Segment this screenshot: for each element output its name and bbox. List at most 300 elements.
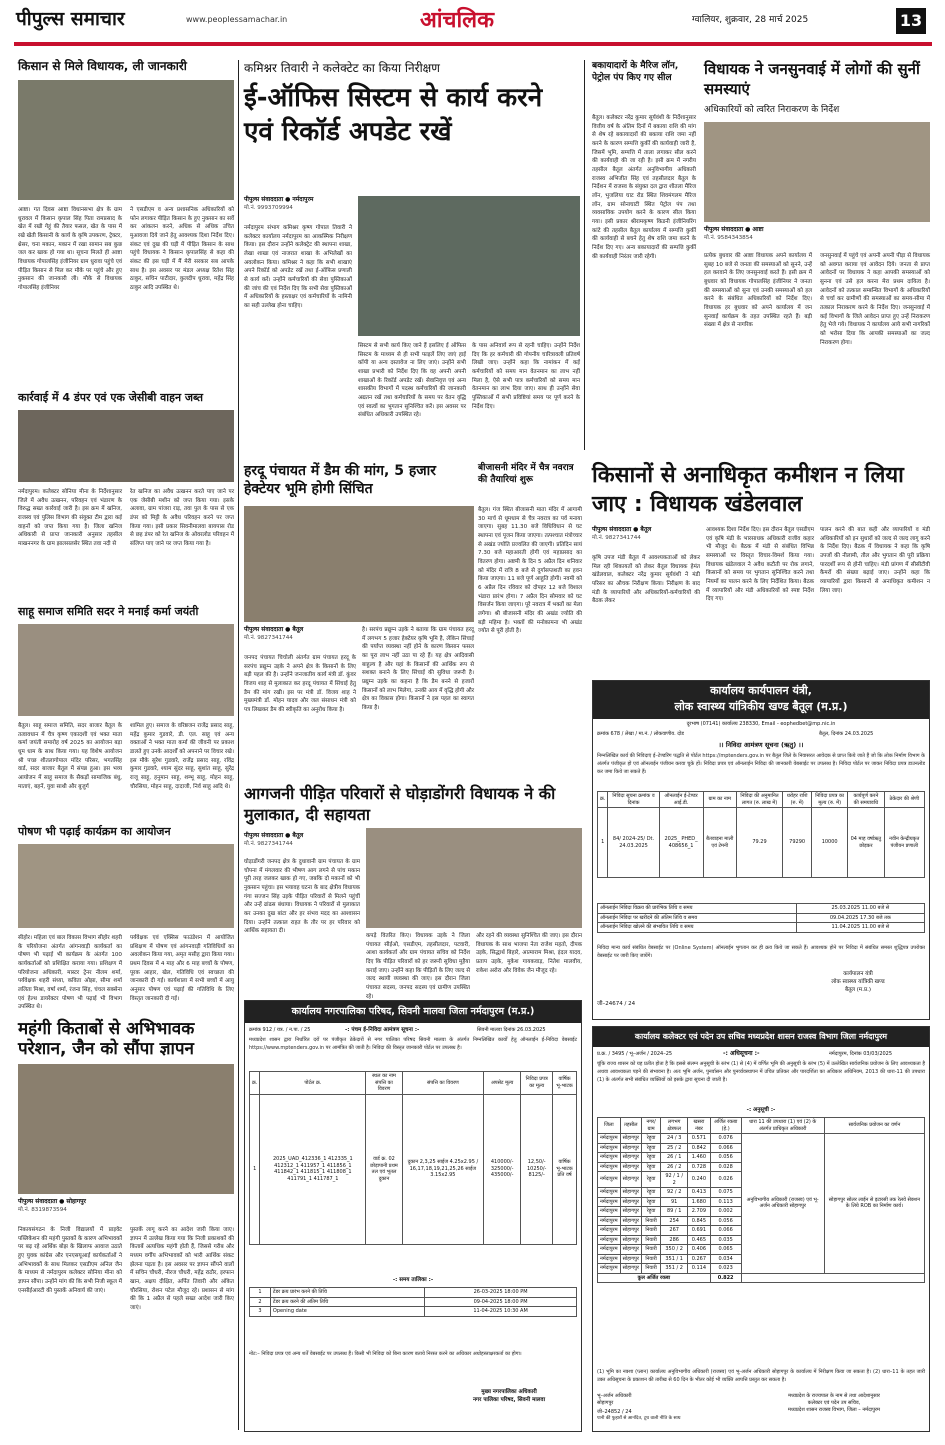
story-headline: विधायक ने जनसुनवाई में लोगों की सुनीं समस्याएं (704, 60, 920, 98)
table-cell: निवारी (641, 1235, 660, 1245)
byline (704, 226, 930, 250)
table-cell: 1 (250, 1288, 271, 1298)
story-headline: किसानों से अनाधिकृत कमीशन न लिया जाए : विधायक खंडेलवाल (592, 463, 904, 517)
table-header-cell: नगर/ग्राम (641, 1118, 660, 1134)
section-title: आंचलिक (420, 8, 494, 33)
table-row (250, 1288, 577, 1298)
table-cell: 0.056 (710, 1153, 741, 1163)
table-cell: रेहुवा (641, 1207, 660, 1217)
table-row (250, 1307, 577, 1317)
table-cell: 0.026 (710, 1172, 741, 1188)
table-header-cell: तहसील (620, 1118, 641, 1134)
table-cell: 0.023 (710, 1264, 741, 1274)
table-cell: नर्मदापुरम (598, 1235, 621, 1245)
table-cell: नर्मदापुरम (598, 1188, 621, 1198)
table-cell: नर्मदापुरम (598, 1254, 621, 1264)
table-cell: 0.728 (688, 1162, 711, 1172)
dates-table (597, 903, 925, 933)
story-body-col1: सीहोर। महिला एवं बाल विकास विभाग सीहोर शहरी के परियोजना अंतर्गत आंगनवाड़ी कार्यकर्ता का पोषण भी पढ़ाई भी कार्यक्रम के अंतर्गत 100 कार्यकर्ताओं को प्रशिक्षित कराया गया। प्रशिक्षण में परियोजना अधिकारी, मास्टर ट्रेनर नीलम शर्मा, पर्यवेक्षक शहरी संध्या, कविता ओझा, सीमा शर्मा ललिता मिश्रा, वर्षा शर्मा, रंजना सिंह, चंचल सक्सेना एवं हेल्थ डायरेक्टर पोषण भी पढ़ाई भी विभाग उपस्थित थे। (18, 935, 122, 1011)
table-header-cell: अर्जित रकबा (हे.) (710, 1118, 741, 1134)
table-cell: 0.465 (688, 1235, 711, 1245)
table-cell: 0.413 (688, 1188, 711, 1198)
table-header-cell: सार्वजनिक प्रयोजन का वर्णन (824, 1118, 924, 1134)
page-number: 13 (896, 8, 926, 34)
byline-place: आष्टा (752, 226, 764, 233)
byline (592, 526, 700, 550)
byline-place: बैतूल (292, 626, 304, 633)
table-cell: दुकान 2,3,25 साईज 4.25x2.95 / 16,17,18,19,21,25,26 साईज 3.15x2.95 (402, 1094, 483, 1244)
byline (18, 1198, 234, 1222)
byline-separator: ● (59, 1198, 67, 1205)
table-header-row (598, 1118, 925, 1134)
story-headline: बकायादारों के मैरिज लॉन, पेट्रोल पंप किए गए सील (592, 61, 679, 84)
ad-subtitle: लोक स्वास्थ्य यांत्रिकीय खण्ड बैतूल (म.प्र.) (674, 699, 848, 713)
ad-contact: दूरभाष (07141) कार्यालय 238330, Email - eophedbet@mp.nic.in (686, 721, 836, 727)
story-photo (18, 410, 234, 482)
story-nutrition-program (18, 826, 234, 1016)
table-cell: 286 (661, 1235, 688, 1245)
table-cell: 04 माह वर्षाऋतु छोड़कर (848, 808, 884, 878)
tender-table (597, 791, 925, 878)
story-photo (366, 828, 582, 928)
story-body-col2: पर्यवेक्षक एवं एक्सिस फाउंडेशन में आयोजित प्रशिक्षण में पोषण एवं आंगनवाड़ी गतिविधियों का अवलोकन किया गया, अमृत मसीह द्वारा किया गया। प्रथम दिवस में 4 माह और 6 माह बच्चों के पोषण, पूरक आहार, खेल, गतिविधि एवं स्वच्छता की जानकारी दी गई। कार्यशाला में सभी बच्चों में आयु अनुसार पोषण एवं पढ़ाई की गतिविधि के लिए विस्तृत जानकारी दी गई। (130, 935, 234, 1002)
table-cell: नर्मदापुरम (598, 1134, 621, 1144)
story-photo (18, 80, 234, 200)
ad-ref: क्रमांक 912 / यत्र. / न.पा. / 25 (249, 1027, 311, 1033)
table-cell: नर्मदापुरम (598, 1143, 621, 1153)
table-cell: सोहागपुर (620, 1245, 641, 1255)
ad-notice: -: अधिसूचना :- (723, 1050, 760, 1057)
table-cell: 410000/- 325000/- 435000/- (484, 1094, 521, 1244)
story-body-col2: है। सरपंच प्रद्युम्न उइके ने बताया कि ग्राम पंचायत हरदू में लगभग 5 हजार हेक्टेयर कृषि भूमि है, लेकिन सिंचाई की पर्याप्त व्यवस्था नहीं होने के कारण किसान फसल का पूरा लाभ नहीं उठा पा रहे हैं। यह क्षेत्र आदिवासी बाहुल्य है और यहां के किसानों की आर्थिक रूप से सशक्त बनाने के लिए सिंचाई की सुविधा जरूरी है। प्रद्युम्न उइके का कहना है कि डैम बनने से हजारों किसानों को लाभ मिलेगा, उनकी आय में वृद्धि होगी और क्षेत्र का विकास होगा। किसानों ने इस पहल का स्वागत किया है। (362, 627, 474, 711)
story-photo (704, 122, 930, 222)
table-cell: नर्मदापुरम (598, 1216, 621, 1226)
table-cell: 79.29 (736, 808, 782, 878)
table-cell: निवारी (641, 1264, 660, 1274)
byline (244, 626, 356, 650)
story-body-col1: निकायसंगठन के निजी विद्यालयों में प्राइवेट पब्लिकेशन की महंगी पुस्तकों के कारण अभिभावकों पर बढ़ रहे आर्थिक बोझ के खिलाफ आवाज उठाते हुए युवक कांग्रेस और एनएसयूआई कार्यकर्ताओं ने अभिभावकों के साथ मिलकर एसडीएम अनिल जैन के माध्यम से नर्मदापुरम कलेक्टर सोनिया मीना को ज्ञापन सौंपा। उन्होंने मांग की कि सभी निजी स्कूल में एनसीईआरटी की पुस्तकें अनिवार्य की जाएं। (18, 1227, 122, 1294)
story-subhead: अधिकारियों को त्वरित निराकरण के निर्देश (704, 105, 840, 115)
table-cell: 2.709 (688, 1207, 711, 1217)
byline-author: पीपुल्स संवाददाता (704, 226, 744, 233)
table-cell: 0.571 (688, 1134, 711, 1144)
table-cell: 351 / 1 (661, 1254, 688, 1264)
table-header-cell: धरोहर राशि (रु. में) (783, 792, 812, 808)
table-cell: 11.04.2025 11.00 बजे से (796, 923, 924, 933)
story-body-col1: घोड़ाडोंगरी जनपद क्षेत्र के दुधावानी ग्राम पंचायत के ग्राम चोपना में मंगलवार की भीषण आग लगने से पांच मकान पूरी तरह जलकर खाक हो गए, जबकि दो मकानों को भी नुकसान पहुंचा। इस भयावह घटना के बाद क्षेत्रीय विधायक गंगा सज्जन सिंह उइके पीड़ित परिवारों से मिलने पहुंचीं और उन्हें ढांढस बंधाया। विधायक ने परिवारों से मुलाकात कर उनका दुख बांटा और हर संभव मदद का आश्वासन दिया। उन्होंने तत्काल राहत के तौर पर हर परिवार को आर्थिक सहायता दी। (244, 859, 360, 935)
table-cell: 254 (661, 1216, 688, 1226)
table-cell: ऑनलाईन निविदा विक्रय की प्रारंभिक तिथि व समय (598, 904, 797, 914)
table-cell: 0.114 (688, 1264, 711, 1274)
story-body-col2: पुस्तकें लागू करने का आदेश जारी किया जाए। ज्ञापन में उल्लेख किया गया कि निजी प्रकाशकों की किताबें अत्यधिक महंगी होती हैं, जिससे गरीब और मध्यम वर्गीय अभिभावकों को भारी आर्थिक संकट झेलना पड़ता है। इस अवसर पर ज्ञापन सौंपने वालों में सचिन चौधरी, नीरज चौधरी, महेंद्र राठौर, इरफान खान, अक्षय दीक्षित, अर्पित तिवारी और अंकित चौरसिया, रोशन पटेल मौजूद रहे। प्रशासन से मांग की कि 1 अप्रैल से पहले सख्त आदेश जारी किए जाएं। (130, 1227, 234, 1311)
table-cell: 1 (598, 808, 608, 878)
table-cell: ऑनलाईन निविदा खोलने की संभावित तिथि व समय (598, 923, 797, 933)
story-dam-demand (244, 462, 474, 780)
story-commissioner-inspection (244, 60, 580, 450)
table-header-cell: अपसेट मूल्य (484, 1072, 521, 1095)
ad-ref: क्रमांक 678 / लेखा / मा.नं. / लोकवाणीय. दोड (597, 731, 684, 737)
table-cell: नर्मदापुरम (598, 1264, 621, 1274)
table-cell: 1.680 (688, 1197, 711, 1207)
table-cell: 09-04-2025 18:00 PM (425, 1297, 577, 1307)
table-row (598, 923, 925, 933)
table-header-cell: धारा 11 की उपधारा (1) एवं (2) के अंतर्गत प्राधिकृत अधिकारी (741, 1118, 824, 1134)
table-header-cell: जिला (598, 1118, 621, 1134)
story-body-col3: पालन करने की बात कही और व्यापारियों व मंडी अधिकारियों को इन सुधारों को जल्द से जल्द लागू करने के निर्देश दिए। बैठक में विधायक ने कहा कि कृषि उपजों की नीलामी, तौल और भुगतान की पूरी प्रक्रिया पारदर्शी रूप से होनी चाहिए। मंडी प्रांगण में सीसीटीवी कैमरों की संख्या बढ़ाई जाए। उन्होंने कहा कि व्यापारियों द्वारा किसानों से अनाधिकृत कमीशन न लिया जाए। (820, 527, 931, 594)
byline-separator: ● (633, 526, 641, 533)
table-cell: सोहागपुर (620, 1235, 641, 1245)
table-header-cell: क्र. (250, 1072, 260, 1095)
masthead (0, 0, 945, 42)
table-cell: 11-04-2025 10:30 AM (425, 1307, 577, 1317)
table-cell: निवारी (641, 1226, 660, 1236)
table-header-cell: लगभग क्षेत्रफल (661, 1118, 688, 1134)
sign-line: मध्यप्रदेश शासन राजस्व विभाग, जिला – नर्मदापुरम (788, 1407, 880, 1414)
table-cell: 24 / 3 (661, 1134, 688, 1144)
table-cell: निवारी (641, 1254, 660, 1264)
ad-notice-title: ।। निविदा आमंत्रण सूचना (ऋतु) ।। (718, 741, 804, 749)
story-body: बैतूल। गंज स्थित बीजासनी माता मंदिर में आगामी 30 मार्च से धूमधाम से चैत्र नवरात्र का पर्व मनाया जाएगा। सुबह 11.30 बजे विधिविधान से घट स्थापना एवं पूजन किया जाएगा। तत्पश्चात मंत्रोच्चार से अखंड ज्योति प्रज्वलित की जाएगी। प्रतिदिन सायं 7.30 बजे महाआरती होगी एवं महाप्रसाद का वितरण होगा। अष्टमी के दिन 5 अप्रैल दिन शनिवार को मंदिर में रात्रि 8 बजे से दुर्गासप्तशती का हवन किया जाएगा। 11 बजे पूर्ण आहुति होगी। नवमी को 6 अप्रैल दिन रविवार को दोपहर 12 बजे विशाल भंडारा प्रारंभ होगा। 7 अप्रैल दिन सोमवार को घट विसर्जन किया जाएगा। पूरे नवरात्र में भक्तों का मेला लगेगा। श्री बीजासनी मंदिर की अखंड ज्योति की बड़ी महिमा है। भक्तों की मनोकामना भी अखंड ज्योत से पूरी होती है। (478, 507, 582, 635)
table-cell: 26 / 2 (661, 1162, 688, 1172)
byline (244, 832, 360, 856)
table-cell: नर्मदापुरम (598, 1153, 621, 1163)
byline-mobile: मो.नं. 9827341744 (244, 634, 293, 641)
story-body-col1: नर्मदापुरम संभाग कमिश्नर कृष्ण गोपाल तिवारी ने कलेक्टर कार्यालय नर्मदापुरम का आकस्मिक निरीक्षण किया। इस दौरान उन्होंने कलेक्ट्रेट की स्थापना शाखा, लेखा शाखा एवं नाजरात शाखा के अभिलेखों का अवलोकन किया। कमिश्नर ने कहा कि सभी शाखाएं अपने रिकॉर्ड को अपडेट रखें तथा ई-ऑफिस प्रणाली से कार्य करें। उन्होंने कर्मचारियों की सेवा पुस्तिकाओं की जांच की एवं निर्देश दिए कि सभी सेवा पुस्तिकाओं में अधिकारियों के हस्ताक्षर एवं कर्मचारियों के नामिनी का सही उल्लेख होना चाहिए। (244, 225, 352, 309)
table-cell: सोहागपुर (620, 1188, 641, 1198)
table-row (598, 808, 925, 878)
table-cell: 0.028 (710, 1162, 741, 1172)
table-cell: 26-03-2025 18:00 PM (425, 1288, 577, 1298)
table-cell: 351 / 2 (661, 1264, 688, 1274)
ad-notes: (1) भूमि का नक्शा (प्लान) कार्यालय अनुविभागीय अधिकारी (राजस्व) एवं भू-अर्जन अधिकारी सोहागपुर के कार्यालय में निरीक्षण किया जा सकता है। (2) धारा–11 के तहत जारी उक्त अधिसूचना के प्रकाशन की तारीख से 60 दिन के भीतर कोई भी व्यक्ति आपत्ति प्रस्तुत कर सकता है। (597, 1369, 925, 1383)
story-fire-victims (244, 784, 582, 1000)
table-cell: 0.002 (710, 1207, 741, 1217)
table-cell: 09.04.2025 17.30 बजे तक (796, 913, 924, 923)
table-cell: 0.075 (710, 1188, 741, 1198)
ad-table (249, 1071, 577, 1271)
masthead-logo: पीपुल्स समाचार (16, 8, 125, 30)
story-headline: साहू समाज समिति सदर ने मनाई कर्मा जयंती (18, 605, 199, 618)
story-kicker: कमिश्नर तिवारी ने कलेक्टेट का किया निरीक्षण (244, 61, 440, 75)
story-navratri-prep (478, 462, 582, 780)
table-row (250, 1094, 577, 1244)
ad-phed-tender (592, 680, 930, 1020)
table-cell: सोहागपुर (620, 1264, 641, 1274)
table-cell: 0.267 (688, 1254, 711, 1264)
table-cell: सोहागपुर (620, 1226, 641, 1236)
table-cell: सोहागपुर (620, 1172, 641, 1188)
ad-note: नोट:– निविदा प्रपत्र एवं अन्य शर्तें वेबसाईट पर उपलब्ध हैं। किसी भी निविदा को बिना कारण बताये निरस्त करने का अधिकार अधोहस्ताक्षरकर्ता का होगा। (249, 1351, 522, 1357)
ad-slogan: पानी की फुहारों से आनंदित, टूथ वाली नीति के साथ (597, 1416, 681, 1422)
table-cell: नर्मदापुरम (598, 1245, 621, 1255)
ad-header: कार्यालय कलेक्टर एवं पदेन उप सचिव मध्यप्रदेश शासन राजस्व विभाग जिला नर्मदापुरम (593, 1027, 929, 1047)
story-sealed-properties (592, 60, 696, 450)
byline-author: पीपुल्स संवाददाता (244, 626, 284, 633)
table-cell: 2 (250, 1297, 271, 1307)
story-body-col1: जनपद पंचायत चिचोली अंतर्गत ग्राम पंचायत हरदू के सरपंच प्रद्युम्न उइके ने अपने क्षेत्र के किसानों के लिए बड़ी पहल की है। उन्होंने जनजातीय कार्य मंत्री डॉ. कुंवर विजय शाह से मुलाकात कर हरदू पंचायत में सिंचाई हेतु डैम की मांग रखी। इस पर मंत्री डॉ. विजय शाह ने मुख्यमंत्री डॉ. मोहन यादव और जल संसाधन मंत्री को पत्र लिखकर डैम की स्वीकृति का अनुरोध किया है। (244, 655, 356, 713)
byline-mobile: मो.नं. 9993709994 (244, 204, 293, 211)
story-headline: आगजनी पीड़ित परिवारों से घोड़ाडोंगरी विधायक ने की मुलाकात, दी सहायता (244, 784, 556, 824)
story-body-col2: आवश्यक दिशा निर्देश दिए। इस दौरान बैतूल एसडीएम एवं कृषि मंडी के भारसाधक अधिकारी राजीव कहार भी मौजूद थे। बैठक में मंडी से संबंधित विभिन्न समस्याओं पर विस्तृत विचार-विमर्श किया गया। विधायक खंडेलवाल ने अवैध कटौती पर रोक लगाने, किसानों को समय पर भुगतान सुनिश्चित करने तथा नियमों का पालन करने के लिए निर्देशित किया। बैठक में व्यापारियों और मंडी अधिकारियों को स्पष्ट निर्देश दिए गए। (706, 527, 814, 603)
story-body-col2: कपड़े वितरित किए। विधायक उइके ने जिला पंचायत सीईओ, एसडीएम, तहसीलदार, पटवारी, आशा कार्यकर्ता और ग्राम पंचायत सचिव को निर्देश दिए कि पीड़ित परिवारों को हर जरूरी सुविधा मुहैया कराई जाए। उन्होंने कहा कि पीड़ितों के लिए जल्द से जल्द स्थायी व्यवस्था की जाए। इस दौरान जिला पंचायत सदस्य, जनपद सदस्य एवं ग्रामीण उपस्थित रहे। (366, 933, 470, 1000)
byline-mobile: मो.नं. 9827341744 (244, 840, 293, 847)
story-headline: ई-ऑफिस सिस्टम से कार्य करने एवं रिकॉर्ड अपडेट रखें (244, 83, 543, 147)
ad-notice: -: पंचम ई-निविदा आमंत्रण सूचना :- (345, 1027, 420, 1033)
ad-notice-body: निम्नलिखित कार्य की निविदाएं ई–टेण्डरिंग पद्धति से पोर्टल https://mptenders.gov.in पर बैतूल जिले के निवासरत आवेदक से प्राप्त किये जाते हैं जो कि लोक निर्माण विभाग के अंतर्गत पंजीकृत हो एवं ऑनलाईन पंजीयन करवा चुके हों। निविदा प्रपत्र एवं ऑनलाईन निविदा की जानकारी वेबसाईट पर उपलब्ध है। निविदा पोर्टल पर जाकर निविदा प्रपत्र डाउनलोड कर जमा किये जा सकते हैं। (597, 753, 925, 775)
story-expensive-books (18, 1020, 234, 1432)
table-cell: रेहुवा (641, 1134, 660, 1144)
table-cell: टेंडर क्रय करने की अंतिम तिथि (270, 1297, 424, 1307)
ad-header: कार्यालय नगरपालिका परिषद, सिवनी मालवा जिला नर्मदापुरम (म.प्र.) (245, 1001, 581, 1023)
table-cell: 10000 (812, 808, 848, 878)
byline-author: पीपुल्स संवाददाता (592, 526, 632, 533)
column-divider (584, 60, 585, 450)
table-cell: अनुविभागीय अधिकारी (राजस्व) एवं भू-अर्जन अधिकारी सोहागपुर (741, 1134, 824, 1274)
table-header-cell: निविदा सूचना क्रमांक व दिनांक (608, 792, 659, 808)
ad-footer-note: निविदा मान्य कार्य संबंधित वेबसाईट पर (Online System) ऑनलाईन भुगतान कर ही क्रय किये जा सकते हैं। आवश्यक होने पर निविदा में संबंधित समस्त शुद्धिपत्र उपरोक्त वेबसाईट पर जारी किए जायेंगे। (597, 945, 925, 959)
table-cell: 0.822 (710, 1273, 741, 1283)
table-cell: 3 (250, 1307, 271, 1317)
ad-code: जी–24852 / 24 (597, 1409, 632, 1416)
story-headline: हरदू पंचायत में डैम की मांग, 5 हजार हेक्टेयर भूमि होगी सिंचित (244, 463, 437, 498)
ad-table (597, 791, 925, 901)
table-header-cell: कार्यपूर्ण करने की समयावधि (848, 792, 884, 808)
story-body-col2: शामिल हुए। समाज के वरिष्ठजन राजेंद्र प्रसाद साहू, महेंद्र कुमार गुडवारे, डी. एल. साहू एवं अन्य वक्ताओं ने भक्त माता कर्मा की जीवनी पर प्रकाश डालते हुए उनके आदर्शों को अपनाने पर विचार रखे। इस मौके सुरेश गुडवारे, राजेंद्र प्रसाद साहू, रविंद्र कुमार गुडवारे, श्याम सुंदर साहू, सुशांत साहू, सुरेंद्र राजू साहू, हनुमान साहू, शम्भू साहू, मोहन साहू, चौरसिया, मोहन साहू, दादाजी, निर्व साहू आदि थे। (130, 723, 234, 790)
byline (244, 196, 354, 222)
table-cell: Opening date (270, 1307, 424, 1317)
table-cell: नर्मदापुरम (598, 1226, 621, 1236)
byline-author: पीपुल्स संवाददाता (244, 196, 284, 203)
table-cell: 0.065 (710, 1245, 741, 1255)
table-cell: 92 / 1 / 2 (661, 1172, 688, 1188)
ad-title: कार्यालय कार्यपालन यंत्री, (710, 684, 812, 697)
byline-place: बैतूल (640, 526, 652, 533)
story-body-col3: के पास अनिवार्य रूप से रहनी चाहिए। उन्होंने निर्देश दिए कि हर कर्मचारी की गोपनीय चारित्रावली प्रतिवर्ष लिखी जाए। उन्होंने कहा कि नामांकन में कई कर्मचारियों को समय मान वेतनमान का लाभ नहीं मिला है, ऐसे सभी पात्र कर्मचारियों को समय मान वेतनमान का लाभ दिया जाए। साथ ही उन्होंने सेवा पुस्तिकाओं में सभी प्रविष्टियां समय पर पूर्ण करने के निर्देश दिए। (472, 343, 580, 410)
story-body-col1: नर्मदापुरम। कलेक्टर सोनिया मीना के निर्देशानुसार जिले में अवैध उत्खनन, परिवहन एवं भंडारण के विरुद्ध सख्त कार्रवाई जारी है। इस क्रम में खनिज, राजस्व एवं पुलिस विभाग की संयुक्त टीम द्वारा कई वाहनों को जप्त किया गया है। जिला खनिज अधिकारी से प्राप्त जानकारी अनुसार तहसील माखननगर के ग्राम झालसलसेर स्थित तवा नदी से (18, 489, 122, 547)
table-cell: 0.240 (688, 1172, 711, 1188)
table-cell: रेहुवा (641, 1143, 660, 1153)
table-cell: वार्षिक भू-भाटक प्रति वर्ष (553, 1094, 577, 1244)
table-cell: नर्मदापुरम (598, 1197, 621, 1207)
story-vehicles-seized (18, 392, 234, 602)
schedule-table (249, 1287, 577, 1317)
ad-date: बैतूल, दिनांक 24.03.2025 (819, 731, 874, 737)
story-headline: किसान से मिले विधायक, ली जानकारी (18, 59, 187, 73)
ad-nagarpalika-tender (244, 1000, 582, 1432)
table-cell: 2025_UAD_412336_1 412335_1 412312_1 411957_1 411856_1 411842_1 411815_1 411808_1 411791_1 411787_1 (260, 1094, 366, 1244)
story-karma-jayanti (18, 606, 234, 822)
table-header-cell: ग्राम का नाम (703, 792, 736, 808)
table-cell: 1.460 (688, 1153, 711, 1163)
ad-signature (441, 1389, 577, 1405)
table-cell: 12,50/- 10250/- 8125/- (521, 1094, 553, 1244)
table-cell: 92 / 2 (661, 1188, 688, 1198)
ad-code: जी–24674 / 24 (597, 1001, 636, 1007)
column-divider (238, 60, 239, 1430)
story-body-col1: बैतूल। साहू समाज समिति, सदर बाजार बैतूल के तत्वावधान में चैत्र कृष्ण एकादशी एवं भक्त माता कर्मा जयंती समारोह वर्ष 2025 का आयोजन बड़ा धूम धाम के साथ किया गया। यह विशेष आयोजन श्री पच्छ शीतलागोपाल मंदिर परिसर, भगतसिंह वार्ड, सदर बाजार बैतूल में संपन्न हुआ। इस भव्य आयोजन में साहू समाज के सैकड़ों सामाजिक बंधु, माताएं, बहनें, युवा साथी और बुजुर्ग (18, 723, 122, 790)
table-cell: सोहागपुर सोलर लाईन से इटारसी तक रेलवे सेक्शन के लिये ROB का निर्माण कार्य। (824, 1134, 924, 1274)
byline-separator: ● (285, 196, 293, 203)
table-header-cell: ऑनलाईन ई-टेण्डर आई.डी. (659, 792, 703, 808)
table-header-cell: वार्षिक भू-भाटक (553, 1072, 577, 1095)
table-cell: 25.03.2025 11.00 बजे से (796, 904, 924, 914)
byline-author: पीपुल्स संवाददाता (18, 1198, 58, 1205)
table-cell: 0.842 (688, 1143, 711, 1153)
table-cell: 2025_ PHED_ 408656_1 (659, 808, 703, 878)
sign-line: मध्यप्रदेश के राज्यपाल के नाम से तथा आदेशानुसार (788, 1393, 880, 1399)
story-photo (18, 1064, 234, 1194)
table-cell (741, 1273, 924, 1283)
table-cell: 1 (250, 1094, 260, 1244)
table-cell: रेहुवा (641, 1153, 660, 1163)
table-cell: 0.691 (688, 1226, 711, 1236)
ad-table (597, 1117, 925, 1367)
table-cell: नर्मदापुरम (598, 1162, 621, 1172)
table-cell: सोहागपुर (620, 1143, 641, 1153)
byline-mobile: मो.नं. 9584343854 (704, 234, 753, 241)
table-cell: 26 / 1 (661, 1153, 688, 1163)
story-body-col1: आष्टा। गत दिवस आष्टा विधानसभा क्षेत्र के ग्राम धुरावल में किसान कृपाल सिंह पिता रामप्रसाद के खेत में रखी गेहूं की तैयार फसल, खेत के पास में रखे खेती किसानी के कार्य के कृषि उपकरण, ट्रेक्टर, थ्रेसर, चना मकान, मकान में रखा सामान सब कुछ जल कर खाक हो गया था। सूचना मिलते ही आष्टा विधायक गोपालसिंह इंजीनियर ग्राम धुरावा पहुंचे एवं पीड़ित किसान से मिल कर मौके पर पहुंचे और हुए नुकसान की जानकारी ली। मौके से विधायक गोपालसिंह इंजीनियर (18, 207, 122, 291)
table-header-row (598, 792, 925, 808)
table-cell: 350 / 2 (661, 1245, 688, 1255)
ad-date: नर्मदापुरम, दिनांक 03/03/2025 (829, 1051, 893, 1057)
byline-place: सोहागपुर (66, 1198, 86, 1205)
story-body-col2: रेत खनिज का अवैध उत्खनन करते पाए जाने पर एक जेसीबी मशीन को जप्त किया गया। इसके अलावा, ग्राम पांजरा राड़, तवा पुल के पास से एक डंपर को मिट्टी के अवैध परिवहन करने पर जप्त किया गया। इसी प्रकार सिवनीमालवा बायपास रोड से छह डंपर को रेत खनिज के ओवरलोड परिवहन में संलिप्त पाए जाने पर जप्त किया गया है। (130, 489, 234, 547)
table-cell: टेंडर क्रय प्रारंभ करने की तिथि (270, 1288, 424, 1298)
table-header-cell: क्र. (598, 792, 608, 808)
story-body-col1: कृषि उपज मंडी बैतूल में आवश्यकताओं को लेकर मिल रही शिकायतों को लेकर बैतूल विधायक हेमंत खंडेलवाल, कलेक्टर नरेंद्र कुमार सूर्यवंशी ने मंडी परिसर का औचक निरीक्षण किया। निरीक्षण के बाद मंडी के व्यापारियों और अधिकारियों-कर्मचारियों की बैठक लेकर (592, 555, 700, 605)
table-cell: सोहागपुर (620, 1134, 641, 1144)
table-cell: वार्ड क्र. 02 छोड़ापानी प्रथम तल एवं भूतल दुकान (366, 1094, 402, 1244)
byline-mobile: मो.नं. 9827341744 (592, 534, 641, 541)
table-cell: 25 / 2 (661, 1143, 688, 1153)
ad-schedule-title: -: समय तालिका :- (392, 1277, 434, 1283)
table-header-cell: खसरा नंबर (688, 1118, 711, 1134)
table-cell: रेहुवा (641, 1162, 660, 1172)
table-cell: सोहागपुर (620, 1216, 641, 1226)
byline-author: पीपुल्स संवाददाता (244, 832, 284, 839)
table-row (250, 1297, 577, 1307)
table-cell: 0.845 (688, 1216, 711, 1226)
table-cell: कुल अर्जित रकबा (598, 1273, 711, 1283)
table-row (598, 904, 925, 914)
ad-signature (793, 971, 923, 994)
table-cell: 89 / 1 (661, 1207, 688, 1217)
table-cell: सोहागपुर (620, 1162, 641, 1172)
table-cell: सोहागपुर (620, 1153, 641, 1163)
table-total-row (598, 1273, 925, 1283)
table-cell: ऑनलाईन निविदा पर खरीदने की अंतिम तिथि व समय (598, 913, 797, 923)
story-body-col2: सिस्टम से सभी कार्य किए जाने हैं इसलिए ई ऑफिस सिस्टम के माध्यम से ही सभी फाइलें लिए जाएं हाई कॉपी या अन्य दस्तावेज ना लिए जाएं। उन्होंने सभी शाखा प्रभारी को निर्देश दिए कि वह अपनी अपनी शाखाओं के रिकॉर्ड अपडेट रखें। सेवानिवृत्त एवं अन्य शासकीय विभागों में पदस्थ कर्मचारियों की जानकारी अद्यतन रखें तथा कर्मचारियों के समय पर वेतन वृद्धि एवं स्वत्वों का भुगतान सुनिश्चित करें। इस अवसर पर संबंधित अधिकारी उपस्थित रहे। (358, 343, 466, 419)
table-cell: रेहुवा (641, 1197, 660, 1207)
ad-ref: प्र.क्र. / 3495 / भू–अर्जन / 2024–25 (597, 1051, 673, 1057)
byline-separator: ● (285, 626, 293, 633)
story-photo (18, 624, 234, 716)
table-header-cell: निविदा की अनुमानित लागत (रु. लाख में) (736, 792, 782, 808)
table-cell: सोहागपुर (620, 1207, 641, 1217)
table-cell: सोहागपुर (620, 1254, 641, 1264)
table-cell: बैतवाड़ना माली एवं टेमनी (703, 808, 736, 878)
sign-line: नगर पालिका परिषद, सिवनी मालवा (473, 1396, 545, 1403)
table-cell: सोहागपुर (620, 1197, 641, 1207)
ad-date: सिवनी मालवा दिनांक 26.03.2025 (477, 1027, 546, 1033)
sign-line: कलेक्टर एवं पदेन उप सचिव, (807, 1400, 861, 1407)
sign-line: भू–अर्जन अधिकारी (597, 1393, 632, 1399)
sign-line: सोहागपुर (597, 1400, 614, 1407)
table-cell: निवारी (641, 1245, 660, 1255)
table-header-row (250, 1072, 577, 1095)
story-headline: पोषण भी पढ़ाई कार्यक्रम का आयोजन (18, 825, 171, 838)
byline-separator: ● (285, 832, 293, 839)
ad-schedule (249, 1287, 577, 1347)
story-body-col2: जनसुनवाई में पहुंचे एवं अपनी अपनी पीड़ा से विधायक को अवगत कराया एवं आवेदन दिये। जनता से प्राप्त आवेदनों पर विधायक ने कहा आपकी समस्याओं को सुनना एवं उसे हल करना मेरा प्रथम दायित्व है। आवेदनों को तत्काल सम्बन्धित विभागों के अधिकारियों से चर्चा कर ग्रामीणों की समस्याओं का समय-सीमा में तत्काल निराकरण करने के निर्देश दिए। जनसुनवाई में कई विभागों के जिले आवेदन प्राप्त हुए उन्हें निराकरण हेतु भेजे गये। विधायक ने कार्यालय आये सभी नागरिकों को भरोसा दिया कि आपकी समस्याओं का जल्द निराकरण होगा। (820, 253, 930, 346)
table-cell: 0.066 (710, 1226, 741, 1236)
table-header-cell: स्थल का नाम संपत्ति का विवरण (366, 1072, 402, 1095)
sign-line: कार्यपालन यंत्री (843, 971, 873, 977)
table-cell: 0.113 (710, 1197, 741, 1207)
ad-intro: मध्यप्रदेश शासन द्वारा निर्धारित दरों पर पंजीकृत ठेकेदारों से नगर पालिका परिषद सिवनी मालवा के अंतर्गत निम्नलिखित कार्यों हेतु ऑनलाईन ई-निविदा वेबसाईट https://www.mptenders.gov.in पर आमंत्रित की जाती है। निविदा की विस्तृत जानकारी पोर्टल पर उपलब्ध है। (249, 1037, 577, 1051)
story-mandi-commission (592, 462, 930, 674)
story-photo (358, 196, 580, 336)
story-headline: महंगी किताबों से अभिभावक परेशान, जैन को सौंपा ज्ञापन (18, 1019, 195, 1059)
table-cell: 79290 (783, 808, 812, 878)
table-row (598, 1134, 925, 1144)
ad-schedule-title: -: अनुसूची :- (746, 1107, 776, 1113)
table-cell: 0.056 (710, 1216, 741, 1226)
table-cell: नर्मदापुरम (598, 1207, 621, 1217)
schedule-table (597, 1117, 925, 1283)
sign-line: बैतूल (म.प्र.) (845, 986, 871, 993)
byline-mobile: मो.नं. 8319873594 (18, 1206, 67, 1213)
story-photo (244, 506, 474, 622)
ad-header (593, 681, 929, 719)
ad-sign-right (743, 1393, 925, 1414)
dateline: ग्वालियर, शुक्रवार, 28 मार्च 2025 (692, 15, 809, 25)
story-headline: कार्रवाई में 4 डंपर एवं एक जेसीबी वाहन जब्त (18, 391, 204, 404)
table-header-cell: पोर्टल क्र. (260, 1072, 366, 1095)
ad-sign-left (597, 1393, 717, 1423)
table-cell: निवारी (641, 1216, 660, 1226)
table-cell: नवीन केन्द्रीयकृत पंजीयन प्रणाली (884, 808, 925, 878)
ad-land-acquisition (592, 1026, 930, 1432)
story-body-col2: ने एसडीएम व अन्य प्रशासनिक अधिकारियों को फोन लगाकर पीड़ित किसान के हुए नुकसान का सर्वे कर आंकलन करने, अधिक से अधिक उचित मुआवजा दिये जाने हेतु आवश्यक दिशा निर्देश दिए। संकट एवं दुख की घड़ी में पीड़ित किसान के साथ पहुंचे विधायक ने किसान कृपालसिंह से कहा की संकट की इस घड़ी में मैं मेरी सरकार सब आपके साथ है। इस अवसर पर मंडल अध्यक्ष रितेश सिंह ठाकुर, सचिन पाटीदार, कुलदीप धुरावा, महेंद्र सिंह ठाकुर आदि उपस्थित थे। (130, 207, 234, 291)
table-cell: 0.035 (710, 1235, 741, 1245)
story-body: बैतूल। कलेक्टर नरेंद्र कुमार सूर्यवंशी के निर्देशानुसार वित्तीय वर्ष के अंतिम दिनों में बकाया राशि की मांग से शेष रहे बकायादारों की बकाया राशि जमा नहीं करने के कारण सम्पत्ति कुर्की की कार्यवाही जारी है, जिसमें भूमि, सम्पत्ति में ताला लगाकर सील करने की कार्यवाही की जा रही है। इसी क्रम में नगरीय तहसील बैतूल अंतर्गत अनुविभागीय अधिकारी राजस्व अभिजीत सिंह एवं तहसीलदार बैतूल के निर्देशन में राजस्व के संयुक्त दल द्वारा शीतला मैरिज लॉन, भुजलिया घाट रोड स्थित शिवमंगलम मैरिज लॉन, ग्राम सोनाघाटी स्थित पेट्रोल पंप तथा व्यवसायिक उपयोग करने के कारण सील किया गया। इसी प्रकार श्रीरामकृष्ण किडनी इंजीनियरिंग कांटे की तहसील बैतूल कार्यालय में सम्पत्ति कुर्की की कार्यवाही से बचने हेतु शेष राशि जमा करने के निर्देश दिए गए। अन्य बकायादारों की सम्पत्ति कुर्की की कार्यवाही निरंतर जारी रहेगी। (592, 115, 696, 260)
story-headline: बीजासनी मंदिर में चैत्र नवरात्र की तैयारियां शुरू (478, 463, 574, 486)
table-cell: 267 (661, 1226, 688, 1236)
table-cell: 0.066 (710, 1143, 741, 1153)
story-photo (18, 844, 234, 928)
masthead-url[interactable]: www.peoplessamachar.in (186, 15, 288, 24)
table-header-cell: निविदा प्रपत्र का मूल्य (521, 1072, 553, 1095)
table-header-cell: संपत्ति का विवरण (402, 1072, 483, 1095)
table-header-cell: निविदा प्रपत्र का मूल्य (रु. में) (812, 792, 848, 808)
table-cell: 91 (661, 1197, 688, 1207)
table-cell: नर्मदापुरम (598, 1172, 621, 1188)
table-cell: 0.076 (710, 1134, 741, 1144)
masthead-rule (14, 42, 932, 46)
sign-line: मुख्य नगरपालिका अधिकारी (481, 1389, 537, 1395)
byline-place: बैतूल (292, 832, 304, 839)
table-header-cell: ठेकेदार की श्रेणी (884, 792, 925, 808)
story-farmer-visit (18, 60, 234, 386)
story-public-hearing (704, 60, 930, 450)
ad-intro: चूंकि राज्य शासन को यह प्रतीत होता है कि इससे संलग्न अनुसूची के स्तंभ (1) से (4) में वर्णित भूमि की अनुसूची के स्तंभ (5) में उल्लेखित सार्वजनिक प्रयोजन के लिए आवश्यकता है अथवा आवश्यकता पड़ने की संभावना है। अतः भूमि अर्जन, पुनर्वासन और पुनर्व्यवस्थापन में उचित प्रतिकर और पारदर्शिता का अधिकार अधिनियम, 2013 की धारा-11 की उपधारा (1) के अंतर्गत सभी संबंधित व्यक्तियों को इसके द्वारा सूचना दी जाती है। (597, 1061, 925, 1083)
story-body-col1: प्रत्येक बुधवार की आष्टा विधायक अपने कार्यालय में सुबह 10 बजे से जनता की समस्याओं को सुनने, उन्हें हल करवाने के लिए जनसुनवाई करते हैं। इसी क्रम में बुधवार को विधायक गोपालसिंह इंजीनियर ने जनता की समस्याओं को सुना एवं उनकी समस्याओं को हल करने के संबंधित अधिकारियों को निर्देश दिए। विधायक हर बुधवार को अपने कार्यालय में जन सुनवाई कार्यक्रम के तहत उपस्थित रहते हैं। बड़ी संख्या में क्षेत्र से नागरिक (704, 253, 812, 329)
tender-table (249, 1071, 577, 1245)
table-cell: रेहुवा (641, 1172, 660, 1188)
byline-separator: ● (745, 226, 753, 233)
